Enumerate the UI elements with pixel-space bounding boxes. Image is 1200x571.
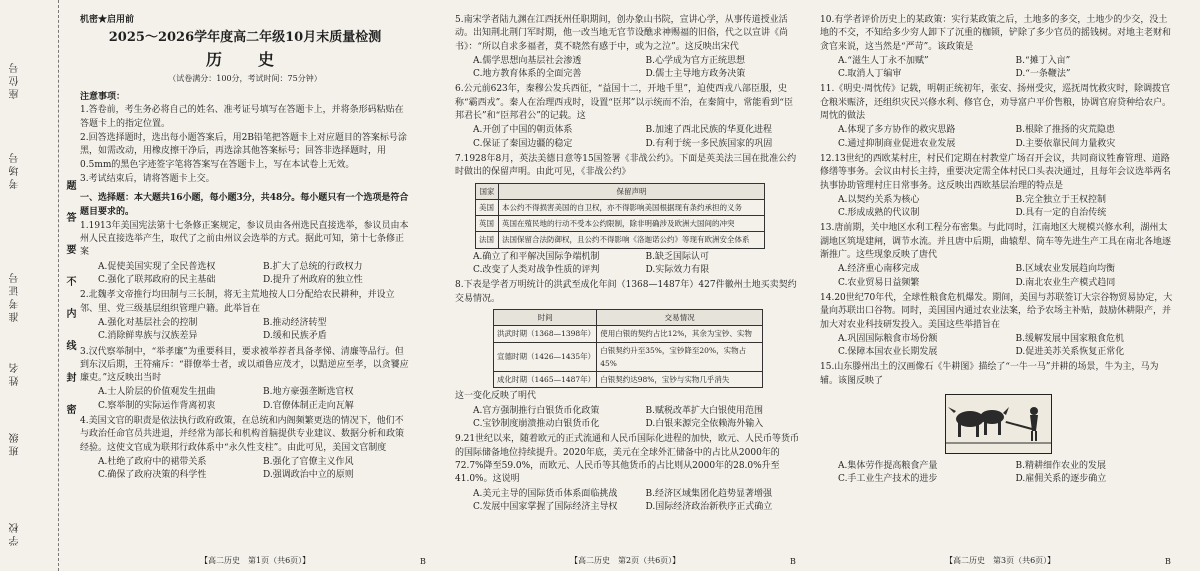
school-label: 学校 [10,520,21,546]
table-row [494,342,763,372]
table-header: 交易情况 [597,309,763,325]
option[interactable]: C.消除鲜卑族与汉族差异 [98,331,198,342]
exam-room-label: 考场号 [10,150,21,189]
option[interactable]: D.主要依靠民间力量救灾 [1015,138,1116,149]
question-13 [820,222,1175,289]
option[interactable]: C.手工业生产技术的进步 [838,474,938,485]
question-stem: 1.1913年美国宪法第十七条修正案规定，参议员由各州选民直接选举，参议员由本州人民直接选举产生，取代了之前由州议会选举的方式。据此可知，第十七条修正案 [80,220,409,258]
option[interactable]: C.强化了联邦政府的民主基础 [98,275,216,286]
note-item: 3.考试结束后，请将答题卡上交。 [80,173,215,184]
table-cell: 白银契约升至35%，宝钞降至20%，实物占45% [597,342,763,372]
exam-title: 2025～2026学年度高二年级10月末质量检测 [108,30,382,46]
option[interactable]: C.通过抑制商业促进农业发展 [838,138,956,149]
option[interactable]: C.宝钞制度崩溃推动白银货币化 [473,419,600,430]
question-stem: 2.北魏孝文帝推行均田制与三长制，将无主荒地按人口分配给农民耕种，并设立邻、里、党三级基层组织管理户籍。此举旨在 [80,290,395,314]
option[interactable]: A.美元主导的国际货币体系面临挑战 [473,488,618,499]
table-header: 时间 [494,309,597,325]
page-2 [455,14,800,516]
option[interactable]: B.缓解发展中国家粮食危机 [1015,333,1124,344]
table-header: 保留声明 [498,183,764,199]
option[interactable]: B.经济区域集团化趋势显著增强 [645,488,772,499]
question-11 [820,83,1175,150]
option[interactable]: D.儒士主导地方政务决策 [645,69,746,80]
table-row [476,232,765,248]
notes-title: 注意事项： [80,92,126,103]
question-stem: 6.公元前623年，秦穆公发兵西征，“益国十二，开地千里”，迫使西戎八部臣服，史称“霸西戎”。秦人在治理西戎时，设置“臣邦”以示统而不治，在秦简中，常能看到“臣邦君长”和“臣邦君公”的记载。这 [455,84,794,122]
question-stem: 4.美国文官的职责是依法执行政府政策，在总统和内阁频繁更迭的情况下，他们不与政治任命官员共进退，并经常为部长和机构首脑提供专业建议、数据分析和政策经验。这使文官成为联邦行政体系中“永久性支柱”。由此可见，美国文官制度 [80,416,405,453]
question-14 [820,292,1175,359]
seat-label: 座位号 [10,60,21,99]
option[interactable]: A.巩固国际粮食市场份额 [838,333,938,344]
binding-margin [0,0,59,571]
question-10 [820,14,1175,81]
option[interactable]: C.保证了秦国边疆的稳定 [473,138,573,149]
option[interactable]: D.有利于统一多民族国家的巩固 [645,138,773,149]
option[interactable]: B.缺乏国际认可 [645,251,709,262]
option[interactable]: B.地方豪强垄断选官权 [263,387,354,398]
footer-mark: B [790,557,796,566]
table-cell: 洪武时期（1368—1398年） [494,326,597,342]
table-cell: 英国 [476,216,499,232]
footer-page-1: 【高二历史 第1页（共6页）】 [200,556,311,565]
question-stem: 7.1928年8月，英法美德日意等15国签署《非战公约》。下面是英美法三国在批准公约时做出的保留声明。由此可见，《非战公约》 [455,153,797,178]
table-cell: 宣德时期（1426—1435年） [494,342,597,372]
option[interactable]: D.白银来源完全依赖海外输入 [645,419,764,430]
exam-meta: （试卷满分：100分，考试时间：75分钟） [168,73,322,83]
question-stem: 5.南宋学者陆九渊在江西抚州任职期间，创办象山书院，宣讲心学，从事传道授业活动。出知荆北荆门军时期，他一改当地无官节设醮求神赐福的旧俗，代之以宣讲《尚书》：“所以自求多福者，莫不晓然有感于中，或为之泣”。这反映出宋代 [455,15,789,52]
option[interactable]: C.形成成熟的代议制 [838,208,920,219]
option[interactable]: A.儒学思想向基层社会渗透 [473,55,582,66]
option[interactable]: A.“滋生人丁永不加赋” [838,55,929,66]
option[interactable]: A.杜绝了政府中的裙带关系 [98,456,207,467]
option[interactable]: D.提升了州政府的独立性 [263,275,363,286]
option[interactable]: C.察举制的实际运作背离初衷 [98,400,216,411]
footer-mark: B [1165,557,1171,566]
question-stem: 14.20世纪70年代，全球性粮食危机爆发。期间，美国与苏联签订大宗谷物贸易协定，大量向苏联出口谷物。同时，美国国内通过农业法案，给予农场主补贴，鼓励休耕限产，并加大对农业科技研发投入。美国这些举措旨在 [820,292,1173,330]
question-stem: 3.汉代察举制中，“举孝廉”为重要科目，要求被举荐者具备孝悌、清廉等品行。但到东汉后期，王符痛斥：“群僚举士者，或以頑鲁应茂才，以黠逆应至孝，以贪饕应廉吏。”这反映出当时 [80,346,409,384]
option[interactable]: C.地方教育体系的全面完善 [473,69,582,80]
option[interactable]: C.保障本国农业长期发展 [838,347,938,358]
footer-page-3: 【高二历史 第3页（共6页）】 [945,556,1056,565]
option[interactable]: D.官僚体制正走向瓦解 [263,400,354,411]
option[interactable]: C.确保了政府决策的科学性 [98,470,207,481]
table-cell: 法国 [476,232,499,248]
footer-mark: B [420,557,426,566]
option[interactable]: B.扩大了总统的行政权力 [263,261,363,272]
option[interactable]: A.体现了多方协作的救灾思路 [838,125,956,136]
section-heading: 一、选择题：本大题共16小题，每小题3分，共48分。每小题只有一个选项是符合题目要求的。 [80,193,409,217]
option[interactable]: C.发展中国家掌握了国际经济主导权 [473,501,618,512]
note-item: 2.回答选择题时，选出每小题答案后，用2B铅笔把答题卡上对应题目的答案标号涂黑，如需改动，用橡皮擦干净后，再选涂其他答案标号；回答非选择题时，用0.5mm的黑色字迹签字笔将答案写在答题卡上，写在本试卷上无效。 [80,133,407,170]
option[interactable]: D.促进美苏关系恢复正常化 [1015,347,1125,358]
question-stem: 13.唐前期，关中地区水利工程分布密集。与此同时，江南地区大规模兴修水利，湖州太湖地区筑堤建闸，调节水流。并且唐中后期，曲辕犁、筒车等先进生产工具在南北各地逐渐推广。这些现象反映了唐代 [820,223,1172,261]
option[interactable]: B.完全独立于王权控制 [1015,194,1106,205]
table-cell: 使用白银的契约占比12%，其余为宝钞、实物 [597,326,763,342]
subject-title: 历 史 [205,49,284,69]
question-12 [820,153,1175,220]
question-4 [80,415,410,482]
ox-plow-relief-image [945,394,1052,454]
question-2 [80,289,410,343]
option[interactable]: B.心学成为官方正统思想 [645,55,745,66]
option[interactable]: A.经济重心南移完成 [838,264,920,275]
question-6 [455,83,800,150]
option[interactable]: D.国际经济政治新秩序正式确立 [645,501,773,512]
table-row [476,199,765,215]
table-header: 国家 [476,183,499,199]
option[interactable]: D.具有一定的自治传统 [1015,208,1107,219]
option[interactable]: B.推动经济转型 [263,317,327,328]
question-9 [455,433,800,514]
question-5 [455,14,800,81]
option[interactable]: A.开创了中国的朝贡体系 [473,125,573,136]
option[interactable]: A.强化对基层社会的控制 [98,317,198,328]
option[interactable]: D.强调政治中立的原则 [263,470,354,481]
option[interactable]: B.赋税改革扩大白银使用范围 [645,405,763,416]
option[interactable]: A.集体劳作提高粮食产量 [838,461,938,472]
table-cell: 美国 [476,199,499,215]
option[interactable]: B.“摊丁入亩” [1015,55,1071,66]
table-cell: 法国保留合法防御权，且公约不得影响《洛迦诺公约》等现有欧洲安全体系 [498,232,764,248]
table-cell: 白银契约达98%，宝钞与实物几乎消失 [597,372,763,388]
table-cell: 英国在殖民地的行动不受本公约限制，除非明确涉及欧洲大国间的冲突 [498,216,764,232]
option[interactable]: D.雇佣关系的逐步确立 [1015,474,1107,485]
question-followup: 这一变化反映了明代 [455,391,537,402]
table-row [494,326,763,342]
question-1 [80,220,410,287]
question-7 [455,153,800,277]
table-cell: 本公约不得损害美国的自卫权，亦不得影响美国根据现有条约承担的义务 [498,199,764,215]
secret-mark: 机密★启用前 [80,15,135,25]
page-1 [80,14,410,485]
question-stem: 11.《明史·周忱传》记载，明朝正统初年，张安、扬州受灾，巡抚周忱救灾时，除调拨官仓粮米赈济，还组织灾民兴修水利、修官仓，劝导富户平价售粮，协调官府贷种给农户。周忱的做法 [820,84,1172,122]
option[interactable]: D.南北农业生产模式趋同 [1015,277,1116,288]
question-stem: 15.山东滕州出土的汉画像石《牛耕图》描绘了“一牛一马”并耕的场景，牛为主，马为辅。该图反映了 [820,362,1159,386]
question-8 [455,279,800,431]
option[interactable]: A.促使美国实现了全民普选权 [98,261,216,272]
question-stem: 10.有学者评价历史上的某政策：实行某政策之后，土地多的多交，土地少的少交，没土地的不交，不知给多少穷人卸下了沉重的枷锁，铲除了多少官员的摇钱树。对地主老财和贪官来说，这当然是“严苛”。该政策是 [820,15,1172,52]
option[interactable]: A.以契约关系为核心 [838,194,920,205]
option[interactable]: B.强化了官僚主义作风 [263,456,354,467]
question-stem: 8.下表是学者万明统计的洪武至成化年间（1368—1487年）427件徽州土地买卖契约交易情况。 [455,280,797,304]
name-label: 姓名 [10,360,21,386]
option[interactable]: D.实际效力有限 [645,265,710,276]
class-label: 班级 [10,430,21,456]
option[interactable]: B.区域农业发展趋向均衡 [1015,264,1115,275]
option[interactable]: A.确立了和平解决国际争端机制 [473,251,600,262]
option[interactable]: D.缓和民族矛盾 [263,331,327,342]
note-item: 1.答卷前，考生务必将自己的姓名、准考证号填写在答题卡上，并将条形码粘贴在答题卡上的指定位置。 [80,105,404,129]
question-stem: 9.21世纪以来，随着欧元的正式流通和人民币国际化进程的加快，欧元、人民币等货币的国际储备地位持续提升。2020年底，美元在全球外汇储备中的占比从2000年的72.7%降至59.0%，而欧元、人民币等其他货币的占比则从2000年的28.0%升至41.0%。这说明 [455,434,800,485]
table-row [494,372,763,388]
option[interactable]: C.农业贸易日益频繁 [838,277,920,288]
ticket-label: 准考证号 [10,270,21,322]
seal-line-text: 题答要不内线封密 [64,180,75,436]
option[interactable]: B.根除了推扬的灾荒隐患 [1015,125,1115,136]
footer-page-2: 【高二历史 第2页（共6页）】 [570,556,681,565]
option[interactable]: C.改变了人类对战争性质的评判 [473,265,600,276]
table-row [476,216,765,232]
table-cell: 成化时期（1465—1487年） [494,372,597,388]
option[interactable]: A.士人阶层的价值观发生扭曲 [98,387,216,398]
option[interactable]: C.取消人丁编审 [838,69,902,80]
option[interactable]: B.加速了西北民族的华夏化进程 [645,125,772,136]
question-stem: 12.13世纪的西欧某村庄，村民们定期在村教堂广场召开会议，共同商议牲畜管理、道路修缮等事务。会议由村长主持，重要决定需全体村民口头表决通过，且每年会议选举两名执事协助管理村庄日常事务。这反映出西欧基层治理的特点是 [820,153,1172,191]
contract-table [493,309,763,388]
question-15 [820,361,1175,486]
option[interactable]: D.“一条鞭法” [1015,69,1071,80]
option[interactable]: A.官方强制推行白银货币化政策 [473,405,600,416]
question-3 [80,346,410,413]
page-3 [820,14,1175,489]
reservation-table [475,183,765,249]
option[interactable]: B.精耕细作农业的发展 [1015,461,1106,472]
